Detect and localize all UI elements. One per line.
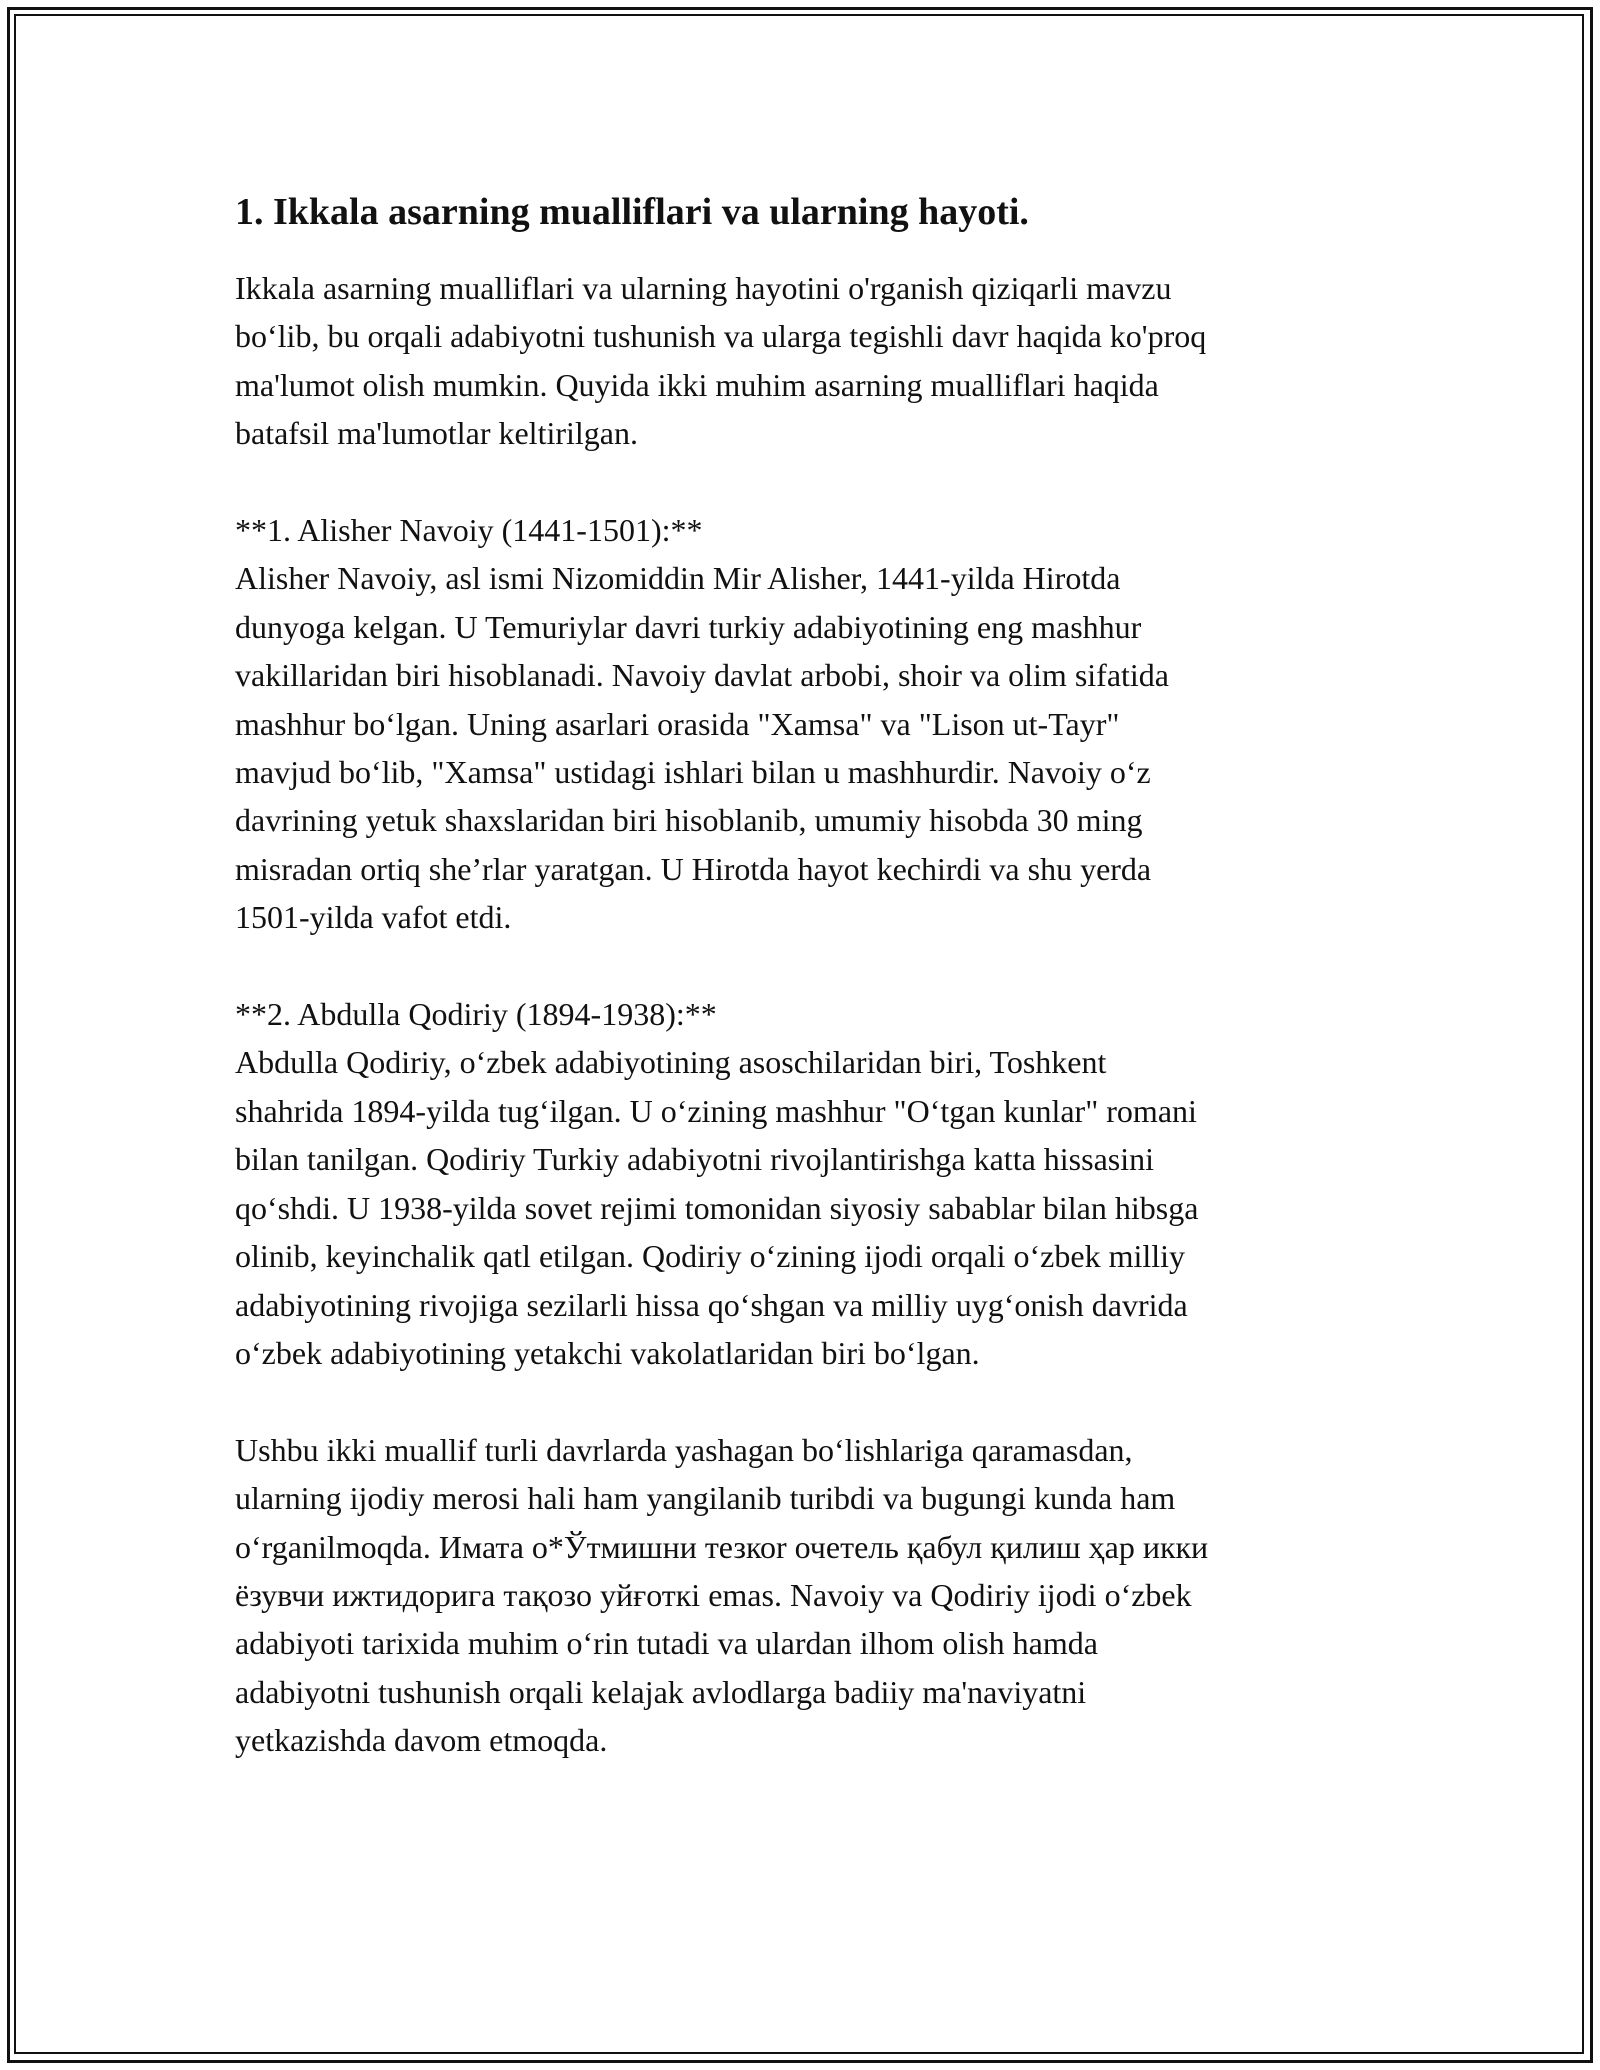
document-body	[235, 186, 1375, 1765]
author-qodiriy-body: Abdulla Qodiriy, o‘zbek adabiyotining asoschilaridan biri, Toshkent shahrida 1894-yilda tug‘ilgan. U o‘zining mashhur "O‘tgan kunlar" romani bilan tanilgan. Qodiriy Turkiy adabiyotni rivojlantirishga katta hissasini qo‘shdi. U 1938-yilda sovet rejimi tomonidan siyosiy sabablar bilan hibsga olinib, keyinchalik qatl etilgan. Qodiriy o‘zining ijodi orqali o‘zbek milliy adabiyotining rivojiga sezilarli hissa qo‘shgan va milliy uyg‘onish davrida o‘zbek adabiyotining yetakchi vakolatlaridan biri bo‘lgan.	[235, 1044, 1199, 1371]
section-heading: 1. Ikkala asarning mualliflari va ularning hayoti.	[235, 191, 1029, 233]
paragraph-spacer	[235, 942, 1375, 990]
author-qodiriy-title: **2. Abdulla Qodiriy (1894-1938):**	[235, 996, 717, 1033]
intro-paragraph: Ikkala asarning mualliflari va ularning hayotini o'rganish qiziqarli mavzu bo‘lib, bu orqali adabiyotni tushunish va ularga tegishli davr haqida ko'proq ma'lumot olish mumkin. Quyida ikki muhim asarning mualliflari haqida batafsil ma'lumotlar keltirilgan.	[235, 270, 1207, 452]
paragraph-spacer	[235, 458, 1375, 506]
author-navoiy-title: **1. Alisher Navoiy (1441-1501):**	[235, 512, 703, 549]
paragraph-spacer	[235, 1377, 1375, 1425]
conclusion-paragraph: Ushbu ikki muallif turli davrlarda yashagan bo‘lishlariga qaramasdan, ularning ijodiy merosi hali ham yangilanib turibdi va bugungi kunda ham o‘rganilmoqda. Имата о*Ўтмишни тезкоr очетель қабул қилиш ҳар икки ёзувчи ижтидорига тақозо уйғоткі emas. Navoiy va Qodiriy ijodi o‘zbek adabiyoti tarixida muhim o‘rin tutadi va ulardan ilhom olish hamda adabiyotni tushunish orqali kelajak avlodlarga badiiy ma'naviyatni yetkazishda davom etmoqda.	[235, 1431, 1209, 1759]
author-navoiy-body: Alisher Navoiy, asl ismi Nizomiddin Mir Alisher, 1441-yilda Hirotda dunyoga kelgan. U Temuriylar davri turkiy adabiyotining eng mashhur vakillaridan biri hisoblanadi. Navoiy davlat arbobi, shoir va olim sifatida mashhur bo‘lgan. Uning asarlari orasida "Xamsa" va "Lison ut-Tayr" mavjud bo‘lib, "Xamsa" ustidagi ishlari bilan u mashhurdir. Navoiy o‘z davrining yetuk shaxslaridan biri hisoblanib, umumiy hisobda 30 ming misradan ortiq she’rlar yaratgan. U Hirotda hayot kechirdi va shu yerda 1501-yilda vafot etdi.	[235, 560, 1169, 936]
